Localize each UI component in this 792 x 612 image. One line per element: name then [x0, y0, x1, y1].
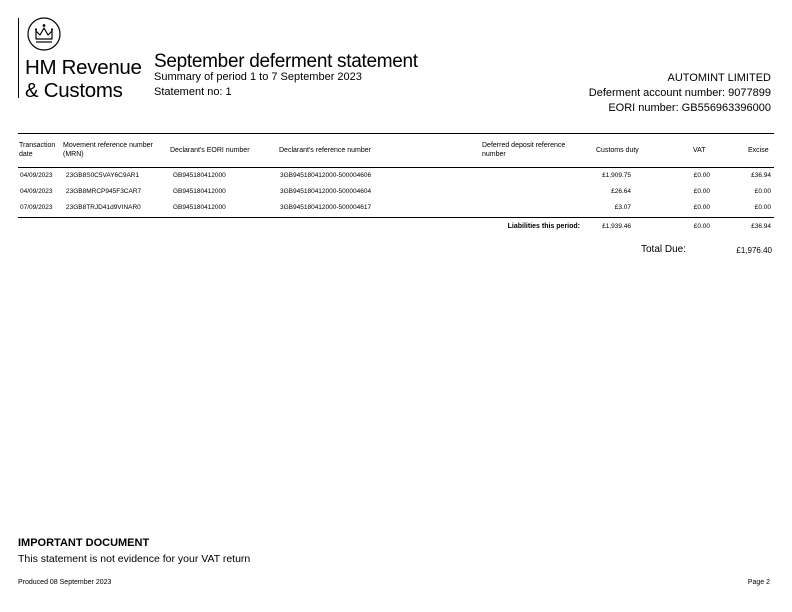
- organisation-name-line1: HM Revenue: [25, 56, 142, 79]
- col-vat: VAT: [693, 147, 706, 154]
- row-date: 07/09/2023: [20, 204, 53, 211]
- row-eori: GB945180412000: [173, 172, 226, 179]
- deferment-account-number: Deferment account number: 9077899: [588, 87, 771, 99]
- row-eori: GB945180412000: [173, 188, 226, 195]
- important-document-note: This statement is not evidence for your VAT return: [18, 553, 251, 565]
- company-details: [589, 71, 771, 116]
- col-excise: Excise: [748, 147, 769, 154]
- row-mrn: 23GB8TRJD41d9VINAR0: [66, 204, 141, 211]
- col-declarant-eori: Declarant's EORI number: [170, 147, 250, 154]
- organisation-name: [25, 56, 142, 102]
- crest-divider: [18, 18, 19, 98]
- row-vat: £0.00: [693, 204, 710, 211]
- liabilities-excise: £36.94: [751, 223, 771, 230]
- important-document-title: IMPORTANT DOCUMENT: [18, 537, 150, 549]
- liabilities-customs-duty: £1,939.46: [602, 223, 631, 230]
- row-excise: £0.00: [754, 204, 771, 211]
- table-body-rule: [18, 217, 774, 218]
- row-customs-duty: £3.07: [614, 204, 631, 211]
- eori-number: EORI number: GB556963396000: [608, 102, 771, 114]
- produced-date: Produced 08 September 2023: [18, 579, 112, 586]
- royal-crest-icon: [27, 17, 61, 51]
- col-declarant-reference: Declarant's reference number: [279, 147, 371, 154]
- company-name: AUTOMINT LIMITED: [667, 72, 771, 84]
- table-top-rule: [18, 133, 774, 134]
- statement-number: Statement no: 1: [154, 86, 232, 98]
- row-excise: £36.94: [751, 172, 771, 179]
- liabilities-label: Liabilities this period:: [507, 223, 580, 230]
- row-excise: £0.00: [754, 188, 771, 195]
- col-deferred-deposit-reference: Deferred deposit reference number: [482, 142, 566, 158]
- total-due-label: Total Due:: [641, 244, 687, 255]
- row-customs-duty: £26.64: [611, 188, 631, 195]
- table-header-rule: [18, 167, 774, 168]
- col-transaction-date: Transaction date: [19, 142, 56, 158]
- row-reference: 3GB945180412000-500004606: [280, 172, 372, 179]
- statement-title: September deferment statement: [154, 51, 418, 72]
- row-date: 04/09/2023: [20, 172, 53, 179]
- page-number: Page 2: [747, 579, 770, 586]
- row-customs-duty: £1,909.75: [602, 172, 631, 179]
- row-mrn: 23GB8MRCP945F3CAR7: [66, 188, 142, 195]
- row-reference: 3GB945180412000-500004617: [280, 204, 372, 211]
- row-vat: £0.00: [693, 172, 710, 179]
- row-date: 04/09/2023: [20, 188, 53, 195]
- row-reference: 3GB945180412000-500004604: [280, 188, 372, 195]
- row-eori: GB945180412000: [173, 204, 226, 211]
- row-mrn: 23GB8S0C5VAY6C9AR1: [66, 172, 140, 179]
- col-mrn: Movement reference number (MRN): [63, 142, 153, 158]
- organisation-name-line2: & Customs: [25, 79, 123, 102]
- liabilities-vat: £0.00: [693, 223, 710, 230]
- total-due-value: £1,976.40: [736, 246, 772, 255]
- col-customs-duty: Customs duty: [596, 147, 639, 154]
- statement-summary: Summary of period 1 to 7 September 2023: [154, 71, 362, 83]
- row-vat: £0.00: [693, 188, 710, 195]
